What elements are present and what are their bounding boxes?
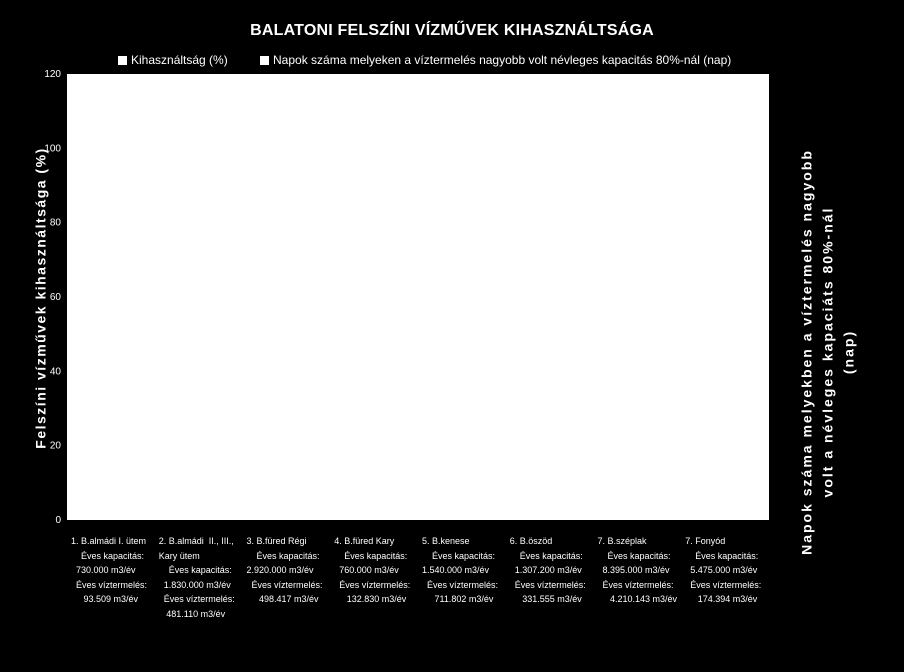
plot-area (67, 74, 769, 520)
y-axis-label-left: Felszíni vízművek kihasználtsága (%) (32, 147, 49, 449)
y-tick-label-100: 100 (44, 143, 61, 155)
y-tick-label-60: 60 (49, 292, 61, 303)
chart-title: BALATONI FELSZÍNI VÍZMŰVEK KIHASZNÁLTSÁGA (250, 22, 654, 39)
x-category-label-1: 1. B.almádi I. ütem Éves kapacitás: 730.000 m3/év Éves víztermelés: 93.509 m3/év (71, 536, 148, 604)
x-category-label-3: 3. B.füred Régi Éves kapacitás: 2.920.000 m3/év Éves víztermelés: 498.417 m3/év (246, 536, 323, 604)
x-category-label-2: 2. B.almádi II., III., Kary ütem Éves kapacitás: 1.830.000 m3/év Éves víztermelés: 481.110 m3/év (158, 536, 235, 619)
y-tick-label-120: 120 (44, 69, 61, 80)
legend-label-utilization: Kihasználtság (%) (131, 53, 228, 67)
y-tick-label-20: 20 (49, 440, 61, 452)
x-category-label-4: 4. B.füred Kary Éves kapacitás: 760.000 m3/év Éves víztermelés: 132.830 m3/év (334, 536, 411, 604)
x-category-label-5: 5. B.kenese Éves kapacitás: 1.540.000 m3/év Éves víztermelés: 711.802 m3/év (422, 536, 499, 604)
x-category-label-8: 7. Fonyód Éves kapacitás: 5.475.000 m3/év Éves víztermelés: 174.394 m3/év (685, 536, 762, 604)
y-tick-label-0: 0 (55, 515, 61, 526)
legend-label-days: Napok száma melyeken a víztermelés nagyobb volt névleges kapacitás 80%-nál (nap) (273, 53, 732, 67)
y-tick-label-80: 80 (49, 217, 61, 229)
y-tick-label-40: 40 (49, 366, 61, 378)
x-category-label-6: 6. B.öszöd Éves kapacitás: 1.307.200 m3/év Éves víztermelés: 331.555 m3/év (509, 536, 586, 604)
x-category-label-7: 7. B.széplak Éves kapacitás: 8.395.000 m3/év Éves víztermelés: 4.210.143 m3/év (597, 536, 678, 604)
y-axis-label-right: Napok száma melyekben a víztermelés nagyobb volt a névleges kapaciáts 80%-nál (nap) (798, 149, 857, 555)
